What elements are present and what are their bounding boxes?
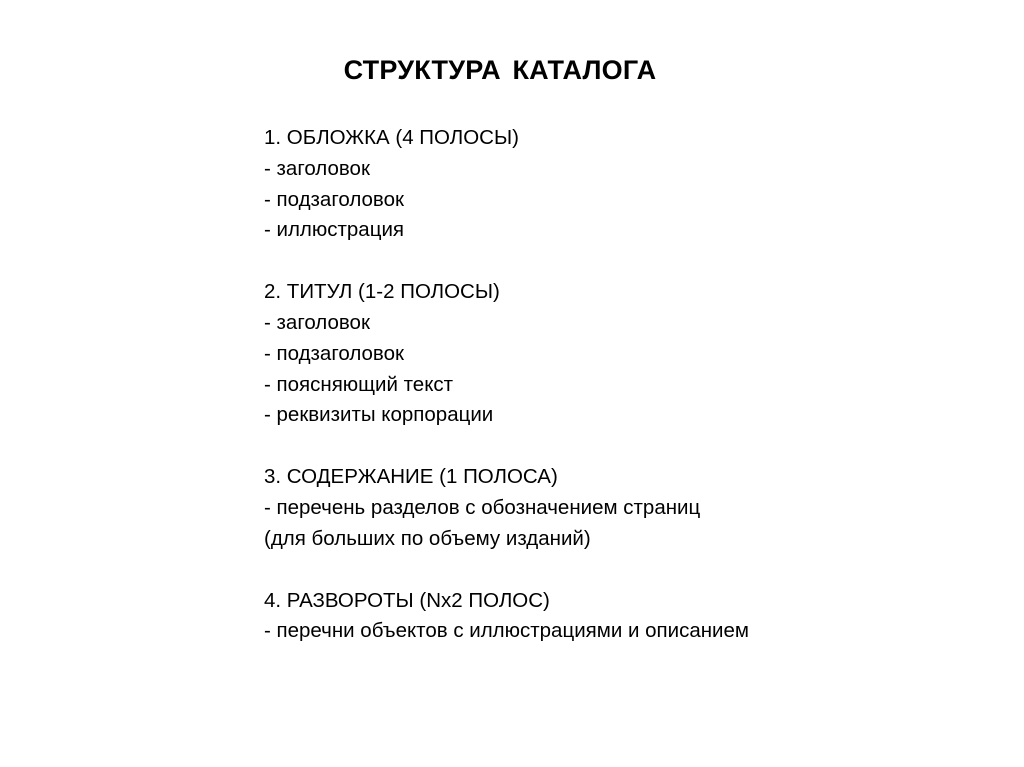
section-contents <box>264 462 1004 554</box>
list-item: - перечни объектов с иллюстрациями и описанием <box>264 619 750 643</box>
section-heading: 3. СОДЕРЖАНИЕ (1 ПОЛОСА) <box>264 465 558 489</box>
section-heading: 4. РАЗВОРОТЫ (Nx2 ПОЛОС) <box>264 588 550 612</box>
list-item: - перечень разделов с обозначением страниц <box>264 495 701 519</box>
list-item: - реквизиты корпорации <box>264 403 494 427</box>
section-heading: 1. ОБЛОЖКА (4 ПОЛОСЫ) <box>264 126 519 149</box>
section-title-page <box>264 277 1004 431</box>
section-cover <box>264 123 1004 246</box>
section-heading: 2. ТИТУЛ (1-2 ПОЛОСЫ) <box>264 280 500 304</box>
section-spreads <box>264 586 1004 648</box>
list-item: - подзаголовок <box>264 341 404 365</box>
slide-title: СТРУКТУРА КАТАЛОГА <box>343 55 657 85</box>
list-item: - подзаголовок <box>264 187 404 211</box>
list-item: (для больших по объему изданий) <box>264 526 591 550</box>
list-item: - поясняющий текст <box>264 372 454 396</box>
list-item: - заголовок <box>264 156 370 180</box>
catalog-structure-list <box>264 123 1004 678</box>
list-item: - заголовок <box>264 310 370 334</box>
list-item: - иллюстрация <box>264 218 405 242</box>
